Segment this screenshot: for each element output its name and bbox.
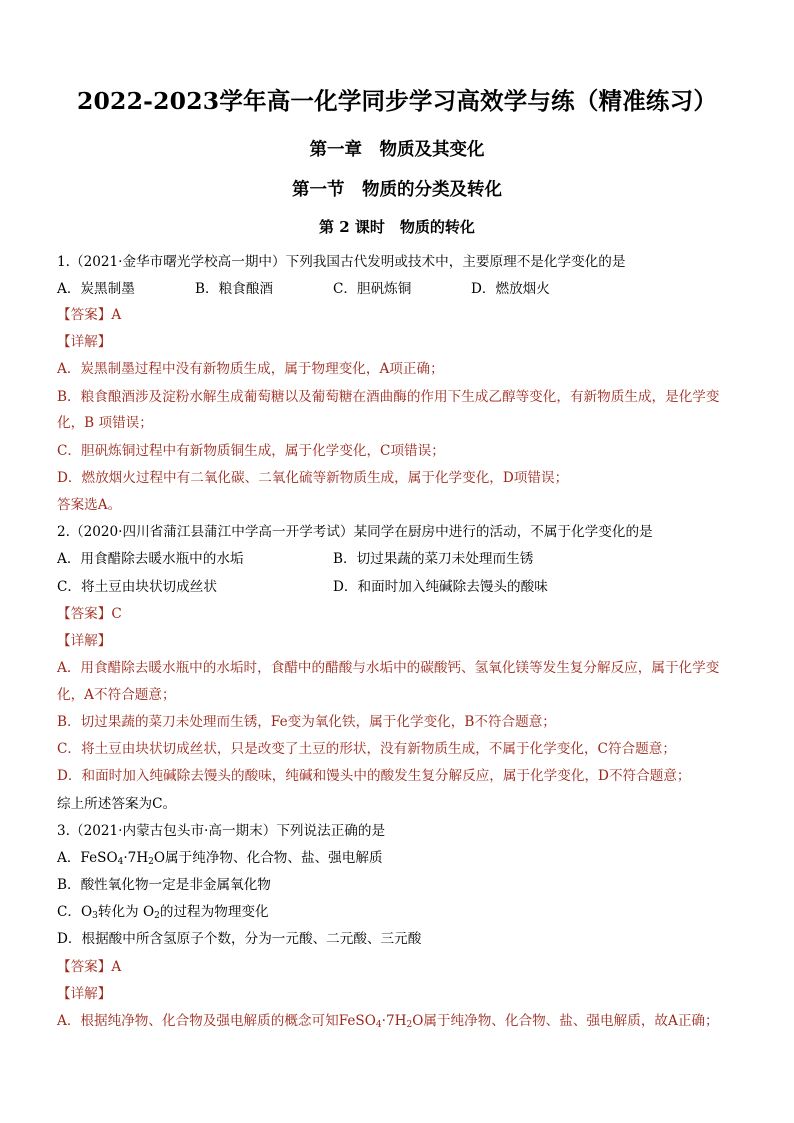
q3-option-a-sub2: 2: [148, 857, 154, 867]
q3-explain-a-mid: ·7H: [381, 1013, 407, 1029]
q1-option-d: D．燃放烟火: [471, 281, 550, 297]
lesson-heading: 第 2 课时 物质的转化: [319, 218, 475, 236]
q2-explain-d: D．和面时加入纯碱除去馒头的酸味，纯碱和馒头中的酸发生复分解反应，属于化学变化，D不符合题意；: [57, 768, 691, 784]
q1-option-a: A．炭黑制墨: [57, 281, 135, 297]
q2-option-a: A．用食醋除去暖水瓶中的水垢: [57, 551, 244, 567]
q1-explain-c: C．胆矾炼铜过程中有新物质铜生成，属于化学变化，C项错误；: [57, 443, 445, 459]
chapter-heading: 第一章 物质及其变化: [309, 140, 485, 160]
q3-option-a-pre: A．FeSO: [57, 850, 118, 866]
q3-answer: 【答案】A: [57, 959, 122, 975]
q3-option-c-sub1: 3: [92, 911, 98, 921]
q3-detail-label: 【详解】: [57, 986, 112, 1002]
q3-stem: 3.（2021·内蒙古包头市·高一期末）下列说法正确的是: [57, 823, 386, 839]
q3-option-b: B．酸性氧化物一定是非金属氧化物: [57, 877, 271, 893]
q1-conclusion: 答案选A。: [57, 497, 122, 513]
q3-option-d: D．根据酸中所含氢原子个数，分为一元酸、二元酸、三元酸: [57, 931, 422, 947]
q1-explain-d: D．燃放烟火过程中有二氧化碳、二氧化硫等新物质生成，属于化学变化，D项错误；: [57, 470, 569, 486]
q2-conclusion: 综上所述答案为C。: [57, 796, 177, 812]
q3-option-c-pre: C．O: [57, 904, 93, 920]
q3-option-a: [57, 849, 383, 867]
q1-answer: 【答案】A: [57, 307, 122, 323]
q2-option-c: C．将土豆由块状切成丝状: [57, 579, 217, 595]
q2-option-d: D．和面时加入纯碱除去馒头的酸味: [333, 579, 548, 595]
q3-option-a-post: O属于纯净物、化合物、盐、强电解质: [153, 850, 383, 866]
q1-detail-label: 【详解】: [57, 334, 112, 350]
q2-explain-b: B．切过果蔬的菜刀未处理而生锈，Fe变为氧化铁，属于化学变化，B不符合题意；: [57, 714, 556, 730]
section-heading: 第一节 物质的分类及转化: [292, 180, 502, 200]
q2-stem: 2.（2020·四川省蒲江县蒲江中学高一开学考试）某同学在厨房中进行的活动，不属于化学变化的是: [57, 524, 653, 540]
q3-explain-a-post: O属于纯净物、化合物、盐、强电解质，故A正确；: [412, 1013, 719, 1029]
q2-answer: 【答案】C: [57, 606, 122, 622]
q3-option-c: [57, 903, 269, 921]
q1-option-c: C．胆矾炼铜: [333, 281, 412, 297]
q1-explain-b-cont: 化，B 项错误；: [57, 415, 153, 431]
q3-option-c-mid: 转化为 O: [97, 904, 155, 920]
q3-option-a-sub1: 4: [117, 857, 124, 867]
q3-option-a-mid: ·7H: [123, 850, 149, 866]
q2-explain-c: C．将土豆由块状切成丝状，只是改变了土豆的形状，没有新物质生成，不属于化学变化，C符合题意；: [57, 741, 676, 757]
q3-explain-a-sub2: 2: [406, 1020, 413, 1030]
document-title: 2022-2023学年高一化学同步学习高效学与练（精准练习）: [76, 87, 718, 115]
q3-explain-a-sub1: 4: [375, 1020, 382, 1030]
q1-explain-b: B．粮食酿酒涉及淀粉水解生成葡萄糖以及葡萄糖在酒曲酶的作用下生成乙醇等变化，有新物质生成，是化学变: [57, 389, 720, 405]
q3-explain-a-pre: A．根据纯净物、化合物及强电解质的概念可知FeSO: [57, 1013, 376, 1029]
q2-explain-a-cont: 化，A不符合题意；: [57, 687, 176, 703]
q3-option-c-post: 的过程为物理变化: [159, 904, 269, 920]
q3-explain-a: [57, 1012, 719, 1030]
q1-option-b: B．粮食酿酒: [195, 281, 273, 297]
q2-detail-label: 【详解】: [57, 633, 112, 649]
q1-stem: 1.（2021·金华市曙光学校高一期中）下列我国古代发明或技术中，主要原理不是化学变化的是: [57, 254, 626, 270]
q3-option-c-sub2: 2: [154, 911, 160, 921]
q2-explain-a: A．用食醋除去暖水瓶中的水垢时，食醋中的醋酸与水垢中的碳酸钙、氢氧化镁等发生复分解反应，属于化学变: [57, 660, 720, 676]
q1-explain-a: A．炭黑制墨过程中没有新物质生成，属于物理变化，A项正确；: [57, 361, 444, 377]
q2-option-b: B．切过果蔬的菜刀未处理而生锈: [333, 551, 534, 567]
